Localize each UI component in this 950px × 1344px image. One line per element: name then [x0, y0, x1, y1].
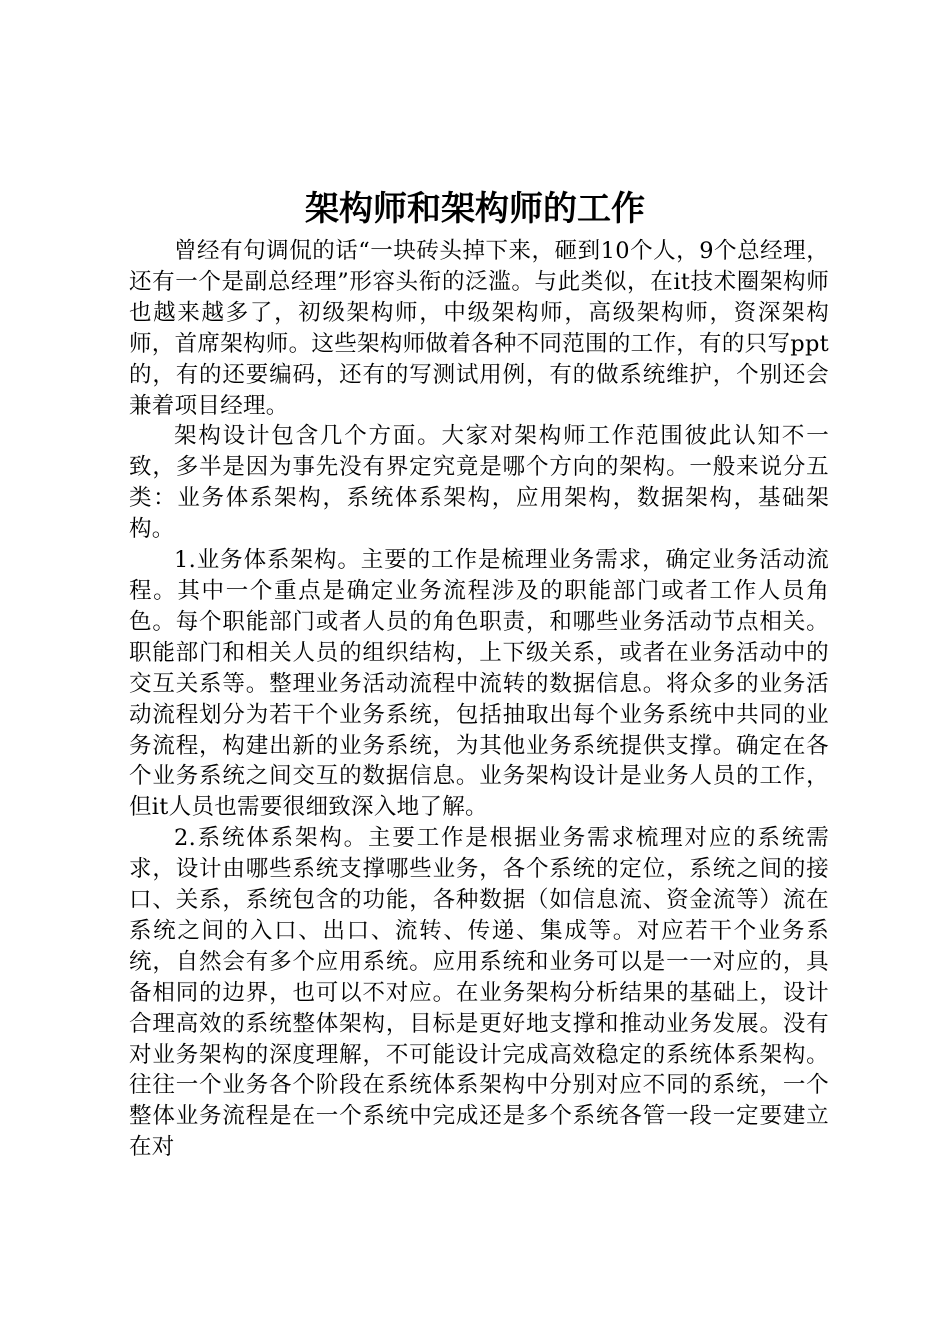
paragraph-architecture-types: 架构设计包含几个方面。大家对架构师工作范围彼此认知不一致，多半是因为事先没有界定究竟是哪个方向的架构。一般来说分五类：业务体系架构，系统体系架构，应用架构，数据架构，基础架构。	[129, 423, 829, 543]
paragraph-intro: 曾经有句调侃的话“一块砖头掉下来，砸到10个人，9个总经理，还有一个是副总经理”形容头衔的泛滥。与此类似，在it技术圈架构师也越来越多了，初级架构师，中级架构师，高级架构师，资深架构师，首席架构师。这些架构师做着各种不同范围的工作，有的只写ppt的，有的还要编码，还有的写测试用例，有的做系统维护，个别还会兼着项目经理。	[129, 238, 829, 419]
document-title: 架构师和架构师的工作	[305, 189, 645, 229]
paragraph-system-architecture: 2.系统体系架构。主要工作是根据业务需求梳理对应的系统需求，设计由哪些系统支撑哪些业务，各个系统的定位，系统之间的接口、关系，系统包含的功能，各种数据（如信息流、资金流等）流在系统之间的入口、出口、流转、传递、集成等。对应若干个业务系统，自然会有多个应用系统。应用系统和业务可以是一一对应的，具备相同的边界，也可以不对应。在业务架构分析结果的基础上，设计合理高效的系统整体架构，目标是更好地支撑和推动业务发展。没有对业务架构的深度理解，不可能设计完成高效稳定的系统体系架构。往往一个业务各个阶段在系统体系架构中分别对应不同的系统，一个整体业务流程是在一个系统中完成还是多个系统各管一段一定要建立在对	[129, 825, 829, 1161]
paragraph-business-architecture: 1.业务体系架构。主要的工作是梳理业务需求，确定业务活动流程。其中一个重点是确定业务流程涉及的职能部门或者工作人员角色。每个职能部门或者人员的角色职责，和哪些业务活动节点相关。职能部门和相关人员的组织结构，上下级关系，或者在业务活动中的交互关系等。整理业务活动流程中流转的数据信息。将众多的业务活动流程划分为若干个业务系统，包括抽取出每个业务系统中共同的业务流程，构建出新的业务系统，为其他业务系统提供支撑。确定在各个业务系统之间交互的数据信息。业务架构设计是业务人员的工作，但it人员也需要很细致深入地了解。	[129, 547, 829, 821]
document-body	[129, 236, 829, 1163]
